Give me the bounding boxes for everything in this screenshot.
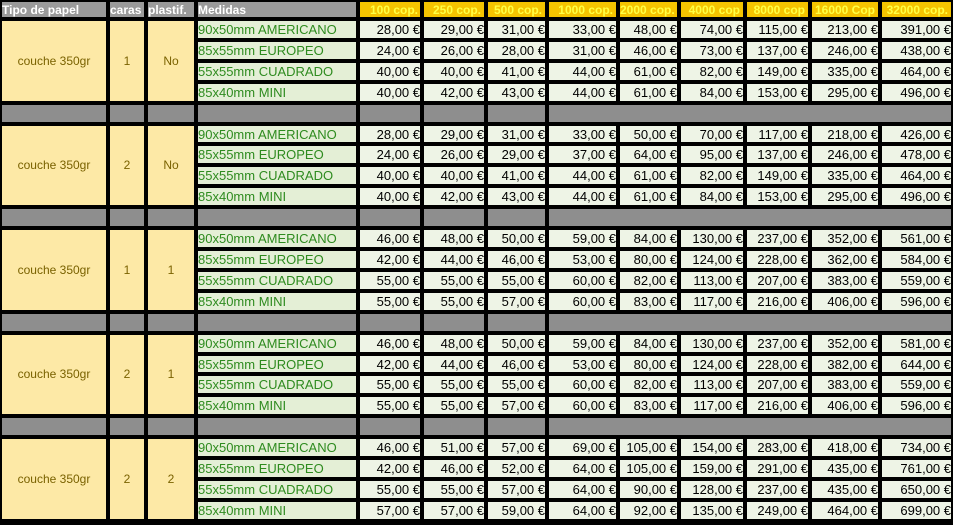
price-cell: 53,00 € xyxy=(547,249,618,270)
price-cell: 124,00 € xyxy=(679,249,745,270)
price-cell: 153,00 € xyxy=(745,186,810,207)
medida-cell: 90x50mm AMERICANO xyxy=(196,333,358,354)
price-cell: 213,00 € xyxy=(810,19,880,40)
price-cell: 44,00 € xyxy=(547,82,618,103)
separator-cell xyxy=(358,103,422,124)
separator-cell xyxy=(486,207,547,228)
price-cell: 55,00 € xyxy=(358,395,422,416)
price-cell: 60,00 € xyxy=(547,395,618,416)
separator-cell xyxy=(0,207,108,228)
price-cell: 291,00 € xyxy=(745,458,810,479)
plastif-cell: 1 xyxy=(146,333,196,417)
price-cell: 435,00 € xyxy=(810,458,880,479)
price-cell: 117,00 € xyxy=(745,124,810,145)
price-cell: 596,00 € xyxy=(880,291,953,312)
price-cell: 51,00 € xyxy=(422,437,486,458)
price-cell: 496,00 € xyxy=(880,82,953,103)
price-cell: 55,00 € xyxy=(422,270,486,291)
price-cell: 124,00 € xyxy=(679,354,745,375)
price-cell: 295,00 € xyxy=(810,186,880,207)
price-cell: 153,00 € xyxy=(745,82,810,103)
separator-cell xyxy=(547,207,953,228)
price-cell: 60,00 € xyxy=(547,270,618,291)
header-qty: 250 cop. xyxy=(422,0,486,19)
separator-cell xyxy=(196,207,358,228)
price-cell: 57,00 € xyxy=(422,500,486,521)
price-cell: 734,00 € xyxy=(880,437,953,458)
medida-cell: 55x55mm CUADRADO xyxy=(196,479,358,500)
price-cell: 352,00 € xyxy=(810,333,880,354)
price-cell: 115,00 € xyxy=(745,19,810,40)
header-qty: 8000 cop xyxy=(745,0,810,19)
table-row xyxy=(0,333,953,354)
separator-cell xyxy=(108,103,146,124)
price-cell: 50,00 € xyxy=(618,124,679,145)
price-cell: 435,00 € xyxy=(810,479,880,500)
price-cell: 46,00 € xyxy=(358,437,422,458)
separator-cell xyxy=(422,207,486,228)
header-plastif: plastif. xyxy=(146,0,196,19)
price-cell: 42,00 € xyxy=(358,249,422,270)
separator-cell xyxy=(547,103,953,124)
price-cell: 44,00 € xyxy=(547,186,618,207)
caras-cell: 2 xyxy=(108,124,146,208)
price-cell: 135,00 € xyxy=(679,500,745,521)
price-cell: 55,00 € xyxy=(358,270,422,291)
price-cell: 82,00 € xyxy=(618,270,679,291)
header-qty: 100 cop. xyxy=(358,0,422,19)
group-separator xyxy=(0,103,953,124)
price-cell: 418,00 € xyxy=(810,437,880,458)
price-cell: 83,00 € xyxy=(618,395,679,416)
separator-cell xyxy=(196,312,358,333)
price-cell: 80,00 € xyxy=(618,354,679,375)
price-cell: 84,00 € xyxy=(679,186,745,207)
price-cell: 41,00 € xyxy=(486,61,547,82)
price-cell: 57,00 € xyxy=(486,291,547,312)
header-qty: 2000 cop. xyxy=(618,0,679,19)
price-cell: 33,00 € xyxy=(547,19,618,40)
price-cell: 105,00 € xyxy=(618,458,679,479)
price-cell: 31,00 € xyxy=(547,40,618,61)
price-cell: 249,00 € xyxy=(745,500,810,521)
price-cell: 581,00 € xyxy=(880,333,953,354)
separator-cell xyxy=(196,416,358,437)
medida-cell: 85x40mm MINI xyxy=(196,500,358,521)
price-cell: 29,00 € xyxy=(422,19,486,40)
price-cell: 46,00 € xyxy=(358,228,422,249)
medida-cell: 85x40mm MINI xyxy=(196,82,358,103)
price-cell: 464,00 € xyxy=(880,165,953,186)
price-cell: 52,00 € xyxy=(486,458,547,479)
price-cell: 113,00 € xyxy=(679,270,745,291)
price-cell: 130,00 € xyxy=(679,333,745,354)
price-cell: 40,00 € xyxy=(358,165,422,186)
separator-cell xyxy=(422,416,486,437)
price-cell: 478,00 € xyxy=(880,144,953,165)
price-cell: 82,00 € xyxy=(618,374,679,395)
group-separator xyxy=(0,416,953,437)
price-cell: 59,00 € xyxy=(547,228,618,249)
price-cell: 31,00 € xyxy=(486,19,547,40)
price-cell: 83,00 € xyxy=(618,291,679,312)
medida-cell: 85x55mm EUROPEO xyxy=(196,144,358,165)
price-cell: 40,00 € xyxy=(358,186,422,207)
plastif-cell: No xyxy=(146,19,196,103)
price-cell: 391,00 € xyxy=(880,19,953,40)
paper-type-cell: couche 350gr xyxy=(0,333,108,417)
separator-cell xyxy=(146,207,196,228)
medida-cell: 55x55mm CUADRADO xyxy=(196,270,358,291)
price-cell: 26,00 € xyxy=(422,40,486,61)
separator-cell xyxy=(358,416,422,437)
price-cell: 55,00 € xyxy=(422,395,486,416)
price-cell: 84,00 € xyxy=(618,228,679,249)
separator-cell xyxy=(0,103,108,124)
price-cell: 50,00 € xyxy=(486,228,547,249)
medida-cell: 90x50mm AMERICANO xyxy=(196,437,358,458)
price-cell: 24,00 € xyxy=(358,40,422,61)
price-cell: 55,00 € xyxy=(422,291,486,312)
price-cell: 55,00 € xyxy=(486,374,547,395)
medida-cell: 85x55mm EUROPEO xyxy=(196,40,358,61)
header-row xyxy=(0,0,953,19)
paper-type-cell: couche 350gr xyxy=(0,228,108,312)
price-cell: 149,00 € xyxy=(745,61,810,82)
table-row xyxy=(0,228,953,249)
separator-cell xyxy=(108,416,146,437)
price-cell: 149,00 € xyxy=(745,165,810,186)
medida-cell: 55x55mm CUADRADO xyxy=(196,165,358,186)
separator-cell xyxy=(108,207,146,228)
medida-cell: 90x50mm AMERICANO xyxy=(196,19,358,40)
price-cell: 228,00 € xyxy=(745,354,810,375)
price-cell: 44,00 € xyxy=(547,165,618,186)
caras-cell: 2 xyxy=(108,437,146,521)
price-cell: 40,00 € xyxy=(422,165,486,186)
separator-cell xyxy=(486,103,547,124)
price-cell: 55,00 € xyxy=(486,270,547,291)
price-cell: 80,00 € xyxy=(618,249,679,270)
price-cell: 464,00 € xyxy=(880,61,953,82)
price-cell: 57,00 € xyxy=(486,479,547,500)
header-qty: 500 cop. xyxy=(486,0,547,19)
price-cell: 42,00 € xyxy=(358,458,422,479)
price-cell: 28,00 € xyxy=(486,40,547,61)
price-cell: 216,00 € xyxy=(745,395,810,416)
price-cell: 438,00 € xyxy=(880,40,953,61)
price-cell: 46,00 € xyxy=(422,458,486,479)
caras-cell: 2 xyxy=(108,333,146,417)
separator-cell xyxy=(0,312,108,333)
price-cell: 61,00 € xyxy=(618,82,679,103)
paper-type-cell: couche 350gr xyxy=(0,437,108,521)
price-cell: 55,00 € xyxy=(422,374,486,395)
medida-cell: 85x55mm EUROPEO xyxy=(196,249,358,270)
price-cell: 44,00 € xyxy=(422,354,486,375)
price-cell: 90,00 € xyxy=(618,479,679,500)
price-cell: 26,00 € xyxy=(422,144,486,165)
separator-cell xyxy=(146,416,196,437)
medida-cell: 85x55mm EUROPEO xyxy=(196,458,358,479)
price-cell: 73,00 € xyxy=(679,40,745,61)
price-cell: 650,00 € xyxy=(880,479,953,500)
price-cell: 295,00 € xyxy=(810,82,880,103)
separator-cell xyxy=(486,312,547,333)
price-cell: 57,00 € xyxy=(486,395,547,416)
price-cell: 237,00 € xyxy=(745,479,810,500)
price-cell: 362,00 € xyxy=(810,249,880,270)
caras-cell: 1 xyxy=(108,19,146,103)
price-cell: 46,00 € xyxy=(486,249,547,270)
price-cell: 137,00 € xyxy=(745,144,810,165)
price-cell: 130,00 € xyxy=(679,228,745,249)
price-cell: 48,00 € xyxy=(422,228,486,249)
price-cell: 113,00 € xyxy=(679,374,745,395)
price-cell: 228,00 € xyxy=(745,249,810,270)
price-cell: 92,00 € xyxy=(618,500,679,521)
price-cell: 43,00 € xyxy=(486,186,547,207)
header-medidas: Medidas xyxy=(196,0,358,19)
price-cell: 40,00 € xyxy=(358,61,422,82)
header-qty: 4000 cop xyxy=(679,0,745,19)
price-cell: 105,00 € xyxy=(618,437,679,458)
price-cell: 64,00 € xyxy=(547,479,618,500)
price-cell: 154,00 € xyxy=(679,437,745,458)
price-cell: 33,00 € xyxy=(547,124,618,145)
group-separator xyxy=(0,207,953,228)
plastif-cell: 2 xyxy=(146,437,196,521)
price-cell: 29,00 € xyxy=(422,124,486,145)
table-body xyxy=(0,19,953,521)
price-cell: 59,00 € xyxy=(486,500,547,521)
price-cell: 55,00 € xyxy=(422,479,486,500)
price-cell: 60,00 € xyxy=(547,374,618,395)
price-cell: 46,00 € xyxy=(486,354,547,375)
medida-cell: 85x40mm MINI xyxy=(196,291,358,312)
price-cell: 64,00 € xyxy=(547,500,618,521)
price-cell: 699,00 € xyxy=(880,500,953,521)
medida-cell: 85x40mm MINI xyxy=(196,186,358,207)
price-cell: 383,00 € xyxy=(810,270,880,291)
price-cell: 46,00 € xyxy=(358,333,422,354)
header-qty: 1000 cop. xyxy=(547,0,618,19)
separator-cell xyxy=(146,312,196,333)
price-cell: 59,00 € xyxy=(547,333,618,354)
price-cell: 207,00 € xyxy=(745,374,810,395)
header-tipo: Tipo de papel xyxy=(0,0,108,19)
price-cell: 82,00 € xyxy=(679,165,745,186)
price-cell: 61,00 € xyxy=(618,61,679,82)
price-cell: 559,00 € xyxy=(880,270,953,291)
price-cell: 41,00 € xyxy=(486,165,547,186)
separator-cell xyxy=(422,312,486,333)
price-cell: 74,00 € xyxy=(679,19,745,40)
price-cell: 46,00 € xyxy=(618,40,679,61)
price-cell: 761,00 € xyxy=(880,458,953,479)
price-cell: 644,00 € xyxy=(880,354,953,375)
price-cell: 42,00 € xyxy=(358,354,422,375)
price-cell: 559,00 € xyxy=(880,374,953,395)
group-separator xyxy=(0,312,953,333)
separator-cell xyxy=(196,103,358,124)
price-cell: 406,00 € xyxy=(810,395,880,416)
separator-cell xyxy=(108,312,146,333)
price-cell: 48,00 € xyxy=(618,19,679,40)
medida-cell: 85x40mm MINI xyxy=(196,395,358,416)
price-cell: 60,00 € xyxy=(547,291,618,312)
price-cell: 64,00 € xyxy=(618,144,679,165)
separator-cell xyxy=(146,103,196,124)
price-cell: 70,00 € xyxy=(679,124,745,145)
price-cell: 84,00 € xyxy=(618,333,679,354)
price-cell: 42,00 € xyxy=(422,186,486,207)
table-row xyxy=(0,437,953,458)
price-cell: 53,00 € xyxy=(547,354,618,375)
price-cell: 24,00 € xyxy=(358,144,422,165)
separator-cell xyxy=(486,416,547,437)
price-cell: 207,00 € xyxy=(745,270,810,291)
medida-cell: 55x55mm CUADRADO xyxy=(196,374,358,395)
separator-cell xyxy=(358,312,422,333)
price-cell: 82,00 € xyxy=(679,61,745,82)
price-cell: 426,00 € xyxy=(880,124,953,145)
price-cell: 352,00 € xyxy=(810,228,880,249)
price-cell: 29,00 € xyxy=(486,144,547,165)
header-qty: 32000 cop. xyxy=(880,0,953,19)
price-cell: 383,00 € xyxy=(810,374,880,395)
price-cell: 43,00 € xyxy=(486,82,547,103)
price-cell: 61,00 € xyxy=(618,165,679,186)
price-cell: 335,00 € xyxy=(810,165,880,186)
price-cell: 55,00 € xyxy=(358,479,422,500)
table-row xyxy=(0,19,953,40)
header-qty: 16000 Cop xyxy=(810,0,880,19)
price-cell: 246,00 € xyxy=(810,144,880,165)
price-cell: 40,00 € xyxy=(358,82,422,103)
price-cell: 561,00 € xyxy=(880,228,953,249)
price-cell: 117,00 € xyxy=(679,395,745,416)
price-cell: 218,00 € xyxy=(810,124,880,145)
price-cell: 40,00 € xyxy=(422,61,486,82)
medida-cell: 90x50mm AMERICANO xyxy=(196,228,358,249)
medida-cell: 90x50mm AMERICANO xyxy=(196,124,358,145)
separator-cell xyxy=(422,103,486,124)
price-cell: 283,00 € xyxy=(745,437,810,458)
paper-type-cell: couche 350gr xyxy=(0,124,108,208)
price-cell: 117,00 € xyxy=(679,291,745,312)
price-cell: 42,00 € xyxy=(422,82,486,103)
price-cell: 237,00 € xyxy=(745,228,810,249)
price-cell: 464,00 € xyxy=(810,500,880,521)
paper-type-cell: couche 350gr xyxy=(0,19,108,103)
price-cell: 50,00 € xyxy=(486,333,547,354)
medida-cell: 55x55mm CUADRADO xyxy=(196,61,358,82)
price-cell: 496,00 € xyxy=(880,186,953,207)
price-cell: 28,00 € xyxy=(358,124,422,145)
separator-cell xyxy=(0,416,108,437)
price-cell: 128,00 € xyxy=(679,479,745,500)
price-cell: 237,00 € xyxy=(745,333,810,354)
price-cell: 48,00 € xyxy=(422,333,486,354)
price-cell: 37,00 € xyxy=(547,144,618,165)
table-row xyxy=(0,124,953,145)
price-cell: 246,00 € xyxy=(810,40,880,61)
header-caras: caras xyxy=(108,0,146,19)
price-cell: 55,00 € xyxy=(358,374,422,395)
price-cell: 44,00 € xyxy=(547,61,618,82)
separator-cell xyxy=(358,207,422,228)
price-cell: 406,00 € xyxy=(810,291,880,312)
price-cell: 64,00 € xyxy=(547,458,618,479)
price-cell: 55,00 € xyxy=(358,291,422,312)
price-cell: 69,00 € xyxy=(547,437,618,458)
price-cell: 596,00 € xyxy=(880,395,953,416)
price-cell: 84,00 € xyxy=(679,82,745,103)
plastif-cell: 1 xyxy=(146,228,196,312)
medida-cell: 85x55mm EUROPEO xyxy=(196,354,358,375)
separator-cell xyxy=(547,312,953,333)
price-cell: 584,00 € xyxy=(880,249,953,270)
plastif-cell: No xyxy=(146,124,196,208)
price-cell: 382,00 € xyxy=(810,354,880,375)
price-cell: 335,00 € xyxy=(810,61,880,82)
price-cell: 57,00 € xyxy=(358,500,422,521)
price-cell: 31,00 € xyxy=(486,124,547,145)
price-cell: 57,00 € xyxy=(486,437,547,458)
caras-cell: 1 xyxy=(108,228,146,312)
price-cell: 137,00 € xyxy=(745,40,810,61)
price-cell: 28,00 € xyxy=(358,19,422,40)
price-cell: 44,00 € xyxy=(422,249,486,270)
separator-cell xyxy=(547,416,953,437)
price-cell: 159,00 € xyxy=(679,458,745,479)
price-cell: 61,00 € xyxy=(618,186,679,207)
price-cell: 216,00 € xyxy=(745,291,810,312)
price-cell: 95,00 € xyxy=(679,144,745,165)
